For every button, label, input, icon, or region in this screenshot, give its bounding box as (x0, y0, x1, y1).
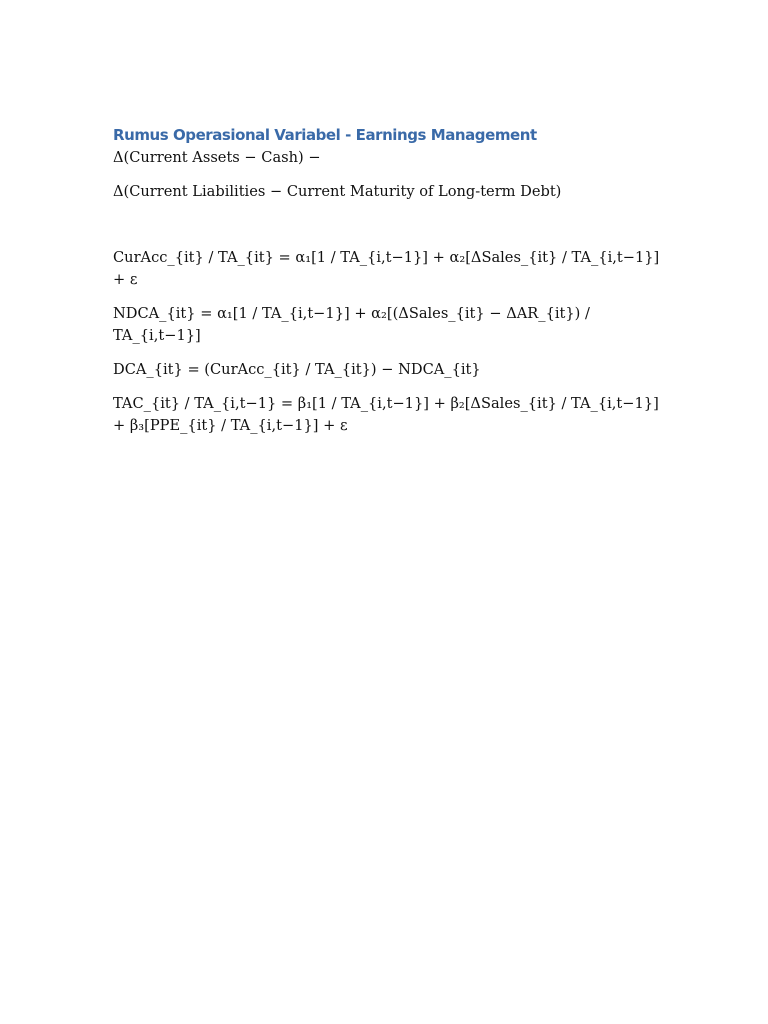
paragraph-spacer (113, 381, 658, 393)
equation-line: + β₃[PPE_{it} / TA_{i,t−1}] + ε (113, 417, 348, 434)
equation-line: TAC_{it} / TA_{i,t−1} = β₁[1 / TA_{i,t−1}] + β₂[ΔSales_{it} / TA_{i,t−1}] (113, 395, 659, 412)
definition-line-1: Δ(Current Assets − Cash) − (113, 149, 321, 166)
equation-dca (113, 359, 658, 381)
equation-curacc (113, 247, 658, 291)
equation-ndca (113, 303, 658, 347)
equation-line: CurAcc_{it} / TA_{it} = α₁[1 / TA_{i,t−1}] + α₂[ΔSales_{it} / TA_{i,t−1}] (113, 249, 660, 266)
equation-line: DCA_{it} = (CurAcc_{it} / TA_{it}) − NDCA_{it} (113, 361, 481, 378)
paragraph-spacer (113, 291, 658, 303)
section-spacer (113, 203, 658, 247)
paragraph-spacer (113, 347, 658, 359)
equation-line: + ε (113, 271, 138, 288)
equation-line: TA_{i,t−1}] (113, 327, 201, 344)
paragraph-spacer (113, 169, 658, 181)
document-body (113, 124, 658, 437)
equation-line: NDCA_{it} = α₁[1 / TA_{i,t−1}] + α₂[(ΔSales_{it} − ΔAR_{it}) / (113, 305, 590, 322)
document-heading: Rumus Operasional Variabel - Earnings Management (113, 126, 537, 144)
definition-line-2: Δ(Current Liabilities − Current Maturity of Long-term Debt) (113, 183, 562, 200)
equation-tac (113, 393, 658, 437)
